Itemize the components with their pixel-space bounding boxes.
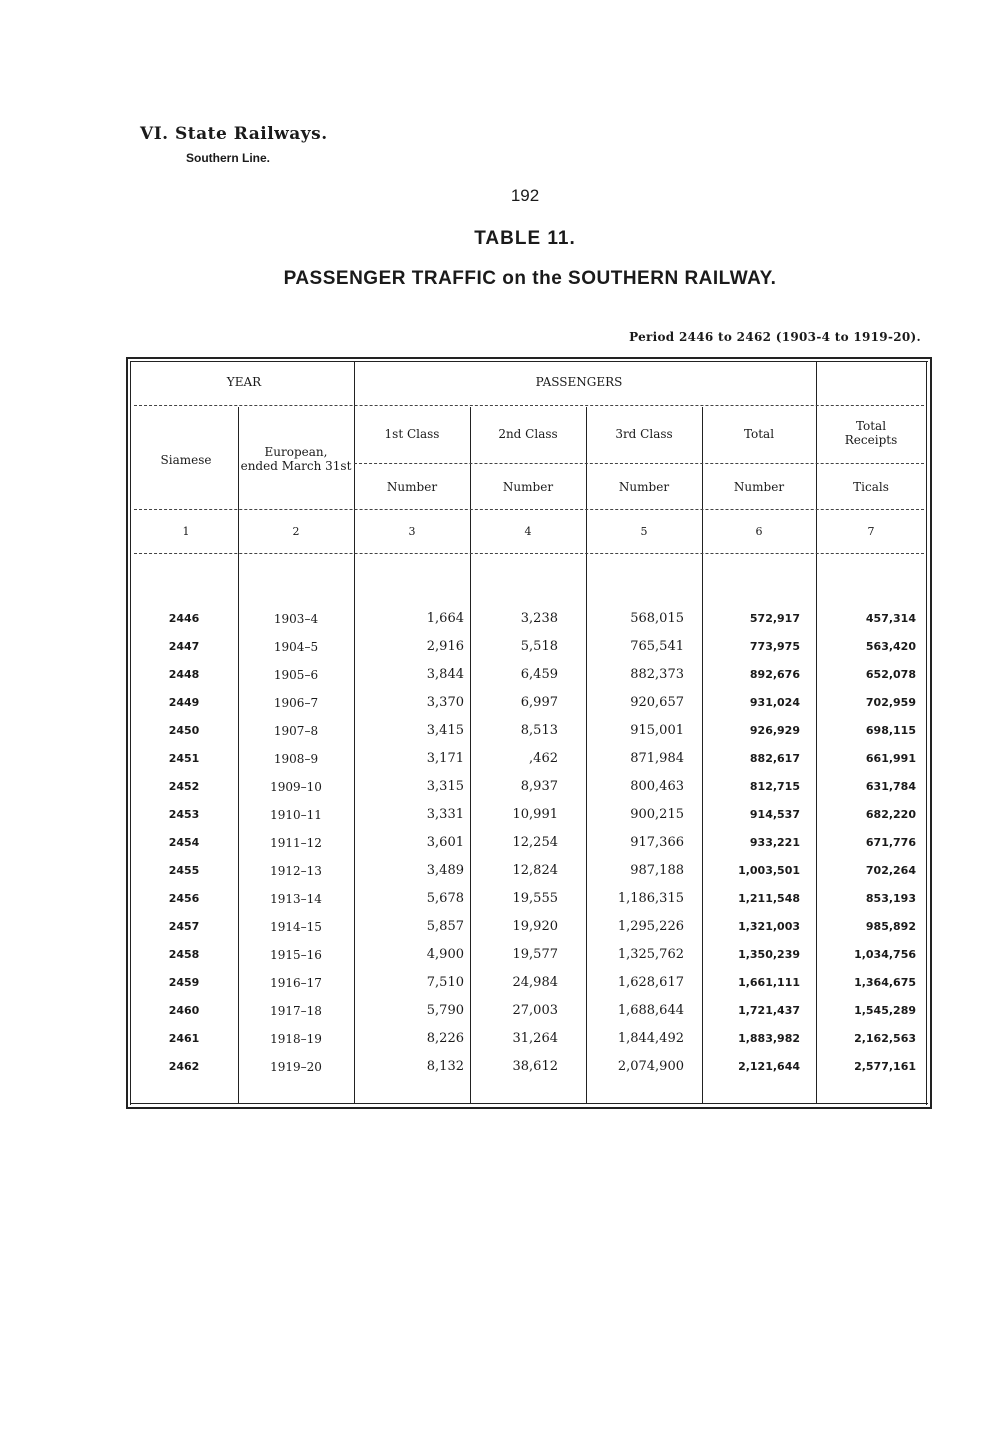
cell-third-class: 882,373 <box>630 667 684 682</box>
cell-total: 931,024 <box>749 696 800 709</box>
cell-siamese-year: 2449 <box>168 696 200 709</box>
cell-european-year: 1918–19 <box>270 1032 322 1046</box>
cell-total-receipts: 702,959 <box>865 696 916 709</box>
cell-european-year: 1916–17 <box>270 976 322 990</box>
cell-total: 914,537 <box>749 808 800 821</box>
cell-total-receipts: 985,892 <box>865 920 916 933</box>
table-row <box>126 941 932 969</box>
cell-third-class: 915,001 <box>630 723 684 738</box>
cell-first-class: 3,415 <box>426 723 464 738</box>
cell-european-year: 1907–8 <box>273 724 319 738</box>
table-row <box>126 913 932 941</box>
cell-third-class: 765,541 <box>630 639 684 654</box>
header-divider-2 <box>354 463 924 464</box>
table-title: PASSENGER TRAFFIC on the SOUTHERN RAILWAY. <box>283 268 777 289</box>
table-row <box>126 885 932 913</box>
cell-total: 2,121,644 <box>738 1060 800 1073</box>
cell-second-class: 19,555 <box>512 891 558 906</box>
cell-first-class: 3,601 <box>426 835 464 850</box>
table-bottom-border <box>126 1107 932 1109</box>
header-passengers: PASSENGERS <box>535 375 623 389</box>
column-number-7: 7 <box>867 525 875 538</box>
cell-total: 882,617 <box>749 752 800 765</box>
cell-european-year: 1917–18 <box>270 1004 322 1018</box>
cell-total: 892,676 <box>749 668 800 681</box>
cell-second-class: ,462 <box>529 751 558 766</box>
column-number-1: 1 <box>182 525 190 538</box>
header-third-class: 3rd Class <box>615 427 673 441</box>
cell-european-year: 1903–4 <box>273 612 319 626</box>
cell-european-year: 1910–11 <box>270 808 322 822</box>
table-row <box>126 689 932 717</box>
cell-second-class: 8,513 <box>520 723 558 738</box>
cell-siamese-year: 2446 <box>168 612 200 625</box>
cell-total-receipts: 671,776 <box>865 836 916 849</box>
unit-receipts: Ticals <box>853 480 889 494</box>
cell-first-class: 3,315 <box>426 779 464 794</box>
cell-total-receipts: 1,545,289 <box>854 1004 916 1017</box>
cell-third-class: 1,628,617 <box>617 975 684 990</box>
column-number-3: 3 <box>408 525 416 538</box>
cell-siamese-year: 2460 <box>168 1004 200 1017</box>
cell-first-class: 3,331 <box>426 807 464 822</box>
cell-third-class: 871,984 <box>630 751 684 766</box>
cell-siamese-year: 2454 <box>168 836 200 849</box>
table-row <box>126 633 932 661</box>
header-european-line1: European, <box>264 445 328 459</box>
cell-total-receipts: 631,784 <box>865 780 916 793</box>
cell-third-class: 1,295,226 <box>617 919 684 934</box>
cell-second-class: 5,518 <box>520 639 558 654</box>
cell-total: 812,715 <box>749 780 800 793</box>
table-row <box>126 1053 932 1081</box>
cell-third-class: 1,688,644 <box>617 1003 684 1018</box>
cell-european-year: 1909–10 <box>270 780 322 794</box>
cell-second-class: 12,254 <box>512 835 558 850</box>
column-number-2: 2 <box>292 525 300 538</box>
cell-first-class: 3,844 <box>426 667 464 682</box>
table-row <box>126 857 932 885</box>
table-row <box>126 801 932 829</box>
cell-siamese-year: 2457 <box>168 920 200 933</box>
cell-second-class: 12,824 <box>512 863 558 878</box>
section-subtitle: Southern Line. <box>186 151 270 165</box>
cell-siamese-year: 2450 <box>168 724 200 737</box>
header-divider-1 <box>134 405 924 406</box>
table-row <box>126 605 932 633</box>
header-first-class: 1st Class <box>384 427 440 441</box>
cell-total-receipts: 652,078 <box>865 668 916 681</box>
cell-third-class: 917,366 <box>630 835 684 850</box>
cell-european-year: 1905–6 <box>273 668 319 682</box>
cell-total: 773,975 <box>749 640 800 653</box>
cell-siamese-year: 2462 <box>168 1060 200 1073</box>
cell-total-receipts: 682,220 <box>865 808 916 821</box>
cell-first-class: 3,370 <box>426 695 464 710</box>
cell-first-class: 5,678 <box>426 891 464 906</box>
cell-second-class: 24,984 <box>512 975 558 990</box>
cell-first-class: 5,857 <box>426 919 464 934</box>
cell-total-receipts: 661,991 <box>865 752 916 765</box>
header-siamese: Siamese <box>160 453 212 467</box>
section-title: VI. State Railways. <box>140 124 328 144</box>
cell-total-receipts: 2,577,161 <box>854 1060 916 1073</box>
cell-siamese-year: 2459 <box>168 976 200 989</box>
cell-siamese-year: 2448 <box>168 668 200 681</box>
table-row <box>126 997 932 1025</box>
cell-total-receipts: 563,420 <box>865 640 916 653</box>
cell-second-class: 31,264 <box>512 1031 558 1046</box>
cell-european-year: 1914–15 <box>270 920 322 934</box>
cell-first-class: 4,900 <box>426 947 464 962</box>
cell-first-class: 7,510 <box>426 975 464 990</box>
header-total-receipts-line1: Total <box>855 419 887 433</box>
cell-siamese-year: 2452 <box>168 780 200 793</box>
cell-european-year: 1906–7 <box>273 696 319 710</box>
passenger-traffic-table <box>126 357 932 1109</box>
table-row <box>126 661 932 689</box>
header-year: YEAR <box>226 375 262 389</box>
table-period: Period 2446 to 2462 (1903-4 to 1919-20). <box>629 330 921 344</box>
cell-european-year: 1919–20 <box>270 1060 322 1074</box>
cell-second-class: 19,920 <box>512 919 558 934</box>
cell-siamese-year: 2451 <box>168 752 200 765</box>
cell-second-class: 8,937 <box>520 779 558 794</box>
cell-total-receipts: 2,162,563 <box>854 1032 916 1045</box>
table-row <box>126 717 932 745</box>
unit-first-class: Number <box>386 480 438 494</box>
cell-third-class: 920,657 <box>630 695 684 710</box>
table-number: TABLE 11. <box>474 228 576 249</box>
header-second-class: 2nd Class <box>498 427 558 441</box>
cell-first-class: 5,790 <box>426 1003 464 1018</box>
unit-total: Number <box>733 480 785 494</box>
cell-siamese-year: 2447 <box>168 640 200 653</box>
cell-first-class: 2,916 <box>426 639 464 654</box>
cell-first-class: 8,226 <box>426 1031 464 1046</box>
cell-siamese-year: 2453 <box>168 808 200 821</box>
table-bottom-border-inner <box>130 1103 928 1104</box>
cell-siamese-year: 2455 <box>168 864 200 877</box>
cell-second-class: 38,612 <box>512 1059 558 1074</box>
cell-first-class: 8,132 <box>426 1059 464 1074</box>
cell-third-class: 1,325,762 <box>617 947 684 962</box>
cell-european-year: 1912–13 <box>270 864 322 878</box>
cell-second-class: 27,003 <box>512 1003 558 1018</box>
header-divider-4 <box>134 553 924 554</box>
cell-first-class: 3,171 <box>426 751 464 766</box>
cell-total-receipts: 698,115 <box>865 724 916 737</box>
header-total-receipts-line2: Receipts <box>844 433 898 447</box>
table-top-border <box>126 357 932 359</box>
cell-second-class: 10,991 <box>512 807 558 822</box>
unit-third-class: Number <box>618 480 670 494</box>
column-number-4: 4 <box>524 525 532 538</box>
unit-second-class: Number <box>502 480 554 494</box>
table-row <box>126 773 932 801</box>
column-number-5: 5 <box>640 525 648 538</box>
table-row <box>126 745 932 773</box>
header-divider-3 <box>134 509 924 510</box>
table-row <box>126 829 932 857</box>
cell-total: 572,917 <box>749 612 800 625</box>
cell-total: 1,211,548 <box>738 892 800 905</box>
cell-second-class: 6,459 <box>520 667 558 682</box>
cell-european-year: 1913–14 <box>270 892 322 906</box>
table-row <box>126 969 932 997</box>
cell-second-class: 6,997 <box>520 695 558 710</box>
cell-european-year: 1911–12 <box>270 836 322 850</box>
header-european <box>238 445 354 473</box>
cell-total-receipts: 1,034,756 <box>854 948 916 961</box>
cell-total: 926,929 <box>749 724 800 737</box>
cell-total-receipts: 853,193 <box>865 892 916 905</box>
header-total: Total <box>743 427 775 441</box>
page-number: 192 <box>510 186 540 205</box>
cell-european-year: 1904–5 <box>273 640 319 654</box>
cell-european-year: 1915–16 <box>270 948 322 962</box>
cell-total: 1,321,003 <box>738 920 800 933</box>
cell-second-class: 3,238 <box>520 611 558 626</box>
cell-first-class: 3,489 <box>426 863 464 878</box>
cell-third-class: 800,463 <box>630 779 684 794</box>
cell-total: 933,221 <box>749 836 800 849</box>
cell-total: 1,350,239 <box>738 948 800 961</box>
cell-european-year: 1908–9 <box>273 752 319 766</box>
cell-total-receipts: 457,314 <box>865 612 916 625</box>
cell-siamese-year: 2456 <box>168 892 200 905</box>
cell-third-class: 2,074,900 <box>617 1059 684 1074</box>
cell-siamese-year: 2458 <box>168 948 200 961</box>
column-number-6: 6 <box>755 525 763 538</box>
cell-total: 1,883,982 <box>738 1032 800 1045</box>
table-row <box>126 1025 932 1053</box>
header-total-receipts <box>816 419 926 447</box>
cell-third-class: 1,186,315 <box>617 891 684 906</box>
cell-third-class: 987,188 <box>630 863 684 878</box>
cell-total-receipts: 702,264 <box>865 864 916 877</box>
cell-total: 1,661,111 <box>738 976 800 989</box>
cell-third-class: 1,844,492 <box>617 1031 684 1046</box>
cell-third-class: 900,215 <box>630 807 684 822</box>
cell-third-class: 568,015 <box>630 611 684 626</box>
header-european-line2: ended March 31st <box>240 459 352 473</box>
cell-second-class: 19,577 <box>512 947 558 962</box>
cell-siamese-year: 2461 <box>168 1032 200 1045</box>
cell-first-class: 1,664 <box>426 611 464 626</box>
cell-total: 1,003,501 <box>738 864 800 877</box>
cell-total: 1,721,437 <box>738 1004 800 1017</box>
cell-total-receipts: 1,364,675 <box>854 976 916 989</box>
table-top-border-inner <box>130 361 928 362</box>
